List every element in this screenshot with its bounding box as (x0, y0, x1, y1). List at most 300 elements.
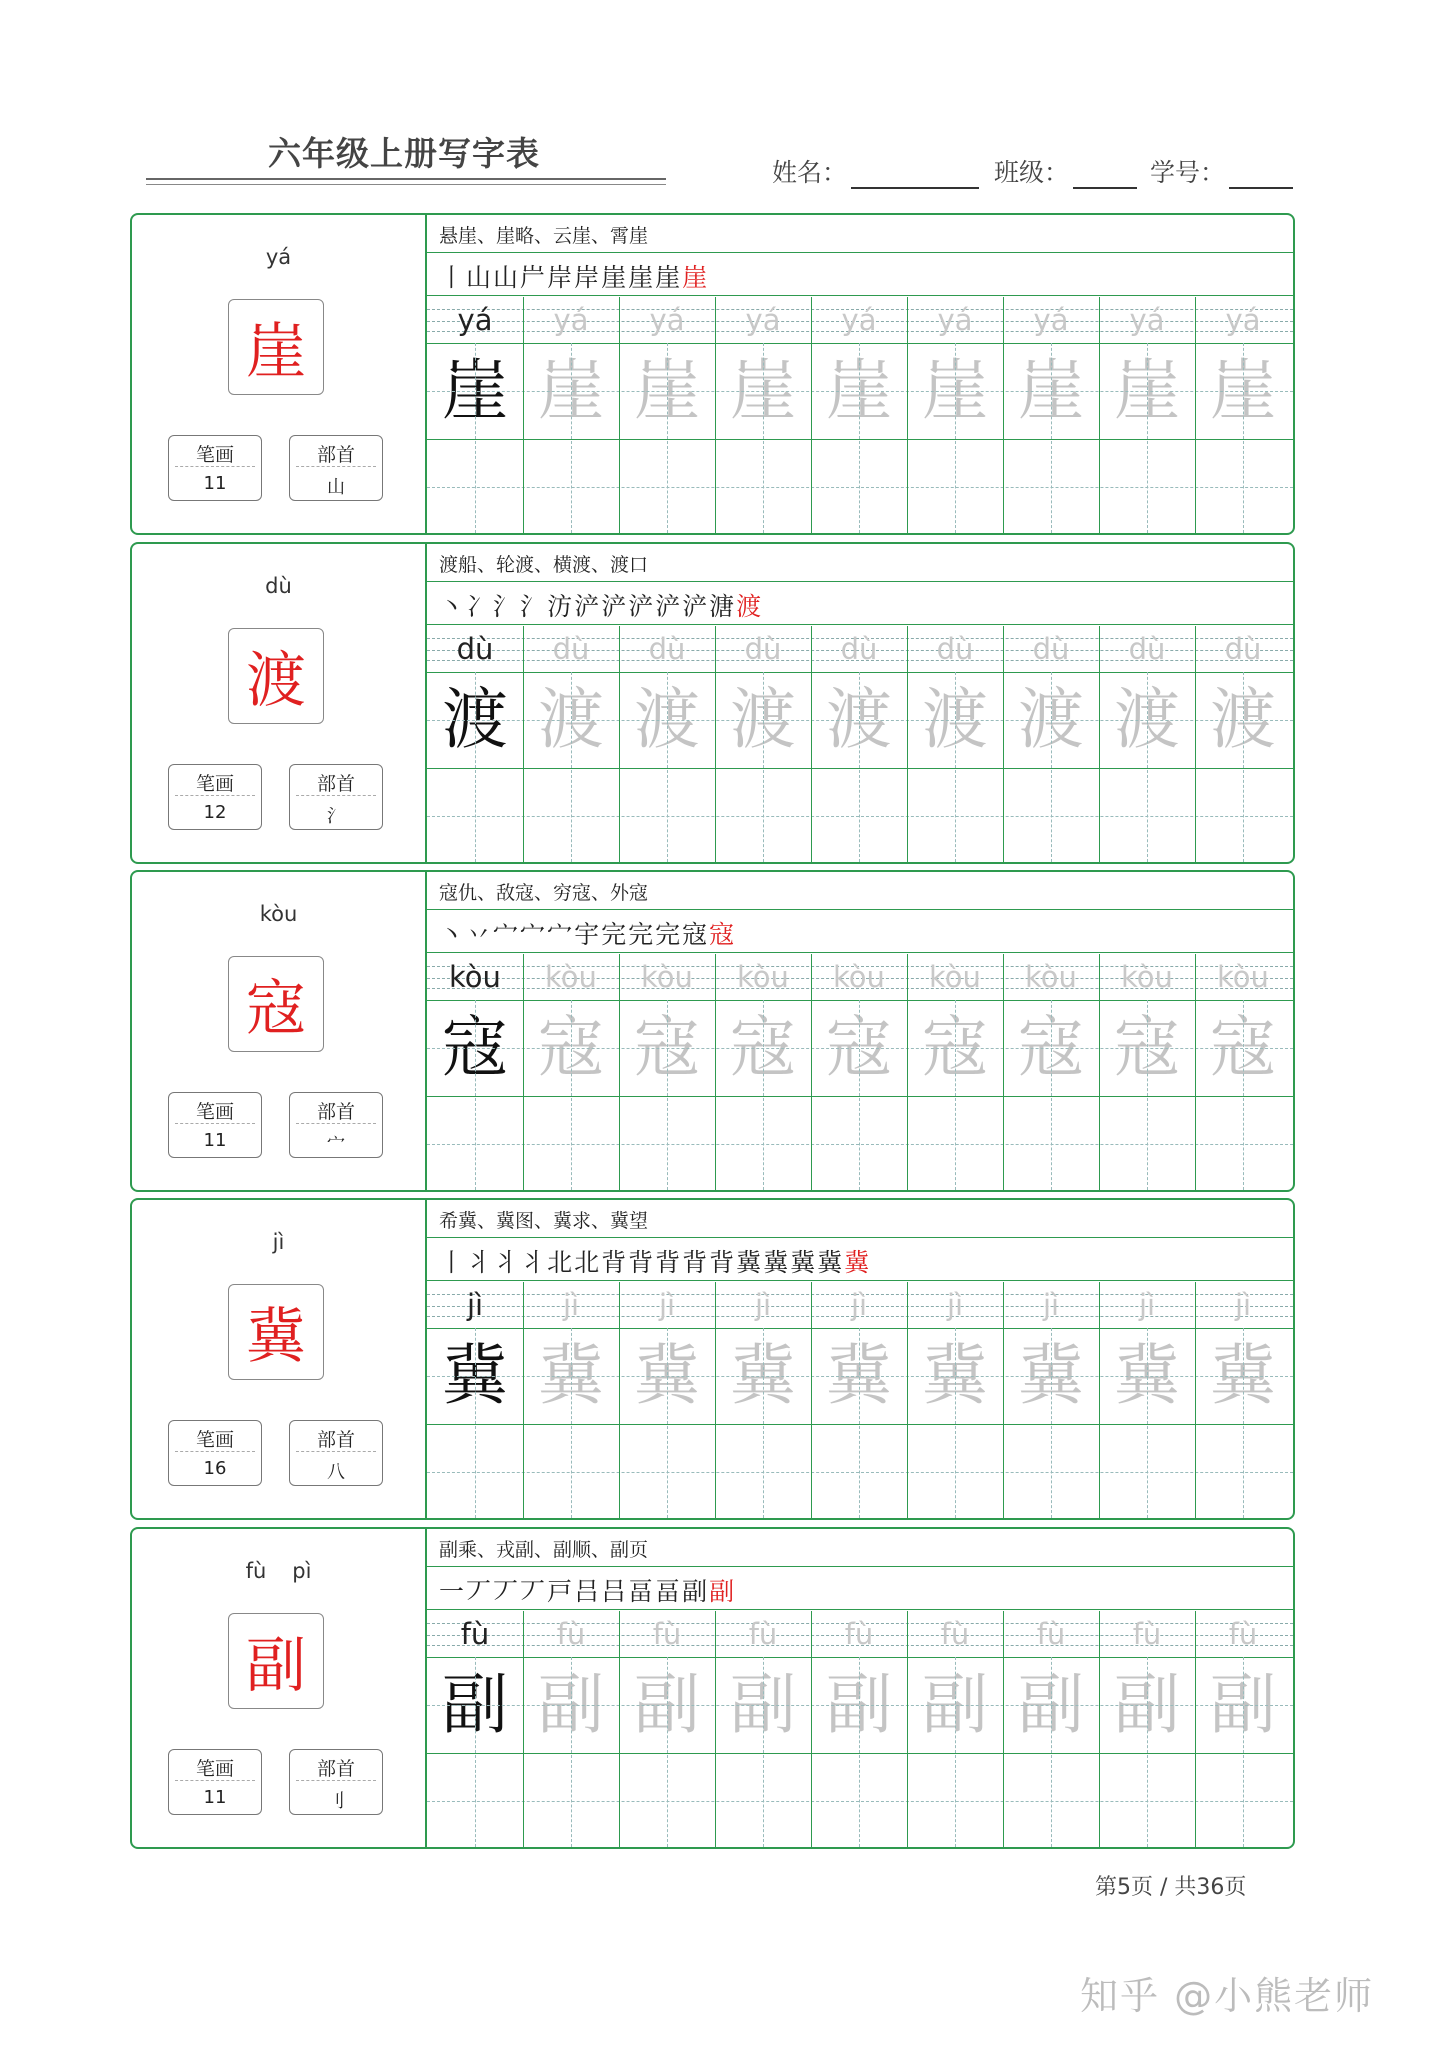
column-divider (1099, 1282, 1100, 1518)
column-divider (523, 297, 524, 533)
stroke-step: 丆 (493, 1577, 521, 1606)
character-trace[interactable]: 崖 (1018, 352, 1084, 429)
column-divider (523, 626, 524, 862)
stroke-step: 汸 (547, 592, 575, 621)
stroke-step: 丶 (439, 592, 467, 621)
class-label: 班级： (994, 158, 1070, 187)
character-trace[interactable]: 寇 (1018, 1009, 1084, 1086)
character-trace[interactable]: 冀 (1114, 1337, 1180, 1414)
pinyin-trace[interactable]: yá (553, 303, 589, 337)
stroke-step: 屵 (520, 263, 548, 292)
stroke-step: 完 (601, 920, 629, 949)
stroke-step: 宇 (574, 920, 602, 949)
pinyin-trace[interactable]: kòu (737, 960, 789, 994)
pinyin-practice-row (427, 954, 1293, 1000)
character-display-box (228, 628, 324, 724)
stroke-step: 冀 (763, 1248, 791, 1277)
column-divider (811, 297, 812, 533)
column-divider (907, 1282, 908, 1518)
character-trace[interactable]: 崖 (538, 352, 604, 429)
column-divider (1099, 1611, 1100, 1847)
stroke-count-box-value: 16 (203, 1458, 227, 1479)
character-info-panel (132, 1529, 425, 1847)
pinyin-trace[interactable]: dù (552, 632, 590, 666)
stroke-step: 冀 (817, 1248, 845, 1277)
stroke-count-box (168, 1092, 262, 1158)
character-trace[interactable]: 副 (1018, 1666, 1084, 1743)
character-sample: 寇 (442, 1009, 508, 1086)
stroke-step: 渡 (736, 592, 764, 621)
character-trace[interactable]: 冀 (730, 1337, 796, 1414)
character-trace[interactable]: 崖 (922, 352, 988, 429)
stroke-step: 冀 (844, 1248, 872, 1277)
radical-box-label: 部首 (296, 1425, 376, 1452)
character-trace[interactable]: 副 (826, 1666, 892, 1743)
radical-box-label: 部首 (296, 440, 376, 467)
radical-box (289, 1092, 383, 1158)
character-trace[interactable]: 渡 (826, 681, 892, 758)
column-divider (715, 954, 716, 1190)
character-trace[interactable]: 渡 (634, 681, 700, 758)
stroke-step: 畐 (628, 1577, 656, 1606)
radical-box (289, 764, 383, 830)
stroke-step: 冀 (790, 1248, 818, 1277)
words-divider (427, 252, 1293, 253)
pinyin-practice-row (427, 626, 1293, 672)
column-divider (1195, 297, 1196, 533)
column-divider (1195, 1611, 1196, 1847)
pinyin-trace[interactable]: kòu (1121, 960, 1173, 994)
pinyin-trace[interactable]: jì (850, 1288, 868, 1322)
practice-grid (427, 1611, 1293, 1851)
stroke-count-box-value: 11 (203, 1130, 227, 1151)
pinyin-practice-row (427, 1282, 1293, 1328)
stroke-step: 冀 (736, 1248, 764, 1277)
column-divider (523, 954, 524, 1190)
title-underline-thin (146, 184, 666, 185)
row-center-guide (427, 487, 1293, 488)
column-divider (523, 1282, 524, 1518)
pinyin-trace[interactable]: kòu (641, 960, 693, 994)
character-trace[interactable]: 副 (922, 1666, 988, 1743)
pinyin-trace[interactable]: fù (844, 1617, 874, 1651)
stroke-step: 吕 (574, 1577, 602, 1606)
id-blank[interactable] (1229, 163, 1293, 189)
pinyin-trace[interactable]: dù (936, 632, 974, 666)
example-words: 渡船、轮渡、横渡、渡口 (439, 554, 649, 576)
pinyin-trace[interactable]: dù (1128, 632, 1166, 666)
pinyin-trace[interactable]: dù (1032, 632, 1070, 666)
radical-box-value: 宀 (327, 1134, 345, 1155)
words-divider (427, 1566, 1293, 1567)
character-sample: 冀 (442, 1337, 508, 1414)
stroke-step: 丷 (466, 920, 494, 949)
pinyin-trace[interactable]: fù (1132, 1617, 1162, 1651)
stroke-step: 寇 (709, 920, 737, 949)
character-pinyin: fù pì (245, 1559, 312, 1583)
stroke-step: 副 (709, 1577, 737, 1606)
character-trace[interactable]: 冀 (922, 1337, 988, 1414)
pinyin-trace[interactable]: jì (562, 1288, 580, 1322)
column-divider (1003, 1611, 1004, 1847)
name-blank[interactable] (851, 163, 979, 189)
stroke-step: 背 (682, 1248, 710, 1277)
pinyin-trace[interactable]: kòu (1217, 960, 1269, 994)
pinyin-trace[interactable]: jì (754, 1288, 772, 1322)
pinyin-trace[interactable]: jì (1042, 1288, 1060, 1322)
radical-box (289, 1420, 383, 1486)
character-trace[interactable]: 冀 (538, 1337, 604, 1414)
strokes-divider (427, 624, 1293, 625)
pinyin-trace[interactable]: jì (658, 1288, 676, 1322)
stroke-step: 浐 (628, 592, 656, 621)
radical-box (289, 1749, 383, 1815)
pinyin-trace[interactable]: dù (840, 632, 878, 666)
radical-box-label: 部首 (296, 769, 376, 796)
pinyin-trace[interactable]: fù (556, 1617, 586, 1651)
stroke-step: 背 (709, 1248, 737, 1277)
character-glyph: 副 (246, 1631, 306, 1701)
character-pinyin-alt: pì (292, 1559, 312, 1583)
character-trace[interactable]: 寇 (826, 1009, 892, 1086)
stroke-step: 完 (655, 920, 683, 949)
character-card (130, 542, 1295, 864)
character-trace[interactable]: 渡 (1114, 681, 1180, 758)
practice-panel (427, 1200, 1293, 1518)
stroke-step: 岸 (574, 263, 602, 292)
stroke-count-box-label: 笔画 (175, 440, 255, 467)
column-divider (907, 297, 908, 533)
pinyin-trace[interactable]: jì (1138, 1288, 1156, 1322)
stroke-step: 戸 (547, 1577, 575, 1606)
pinyin-trace[interactable]: fù (652, 1617, 682, 1651)
strokes-divider (427, 295, 1293, 296)
pinyin-trace[interactable]: fù (748, 1617, 778, 1651)
radical-box-value: 刂 (327, 1791, 345, 1812)
character-trace[interactable]: 寇 (1114, 1009, 1180, 1086)
stroke-step: 畐 (655, 1577, 683, 1606)
column-divider (1003, 297, 1004, 533)
character-trace[interactable]: 渡 (730, 681, 796, 758)
name-field (772, 153, 979, 189)
character-glyph: 寇 (246, 974, 306, 1044)
id-field (1150, 153, 1293, 189)
radical-box-value: 氵 (327, 806, 345, 827)
class-field (994, 153, 1137, 189)
character-display-box (228, 299, 324, 395)
stroke-step: 副 (682, 1577, 710, 1606)
stroke-count-box-label: 笔画 (175, 1425, 255, 1452)
row-center-guide (427, 1472, 1293, 1473)
name-label: 姓名： (772, 158, 848, 187)
character-trace[interactable]: 渡 (1018, 681, 1084, 758)
character-display-box (228, 1613, 324, 1709)
column-divider (619, 1611, 620, 1847)
example-words: 希冀、冀图、冀求、冀望 (439, 1210, 649, 1232)
character-info-panel (132, 872, 425, 1190)
character-trace[interactable]: 副 (634, 1666, 700, 1743)
column-divider (907, 954, 908, 1190)
column-divider (619, 1282, 620, 1518)
character-trace[interactable]: 寇 (922, 1009, 988, 1086)
column-divider (619, 297, 620, 533)
radical-box (289, 435, 383, 501)
stroke-step: 崖 (682, 263, 710, 292)
stroke-step: 岸 (547, 263, 575, 292)
id-label: 学号： (1150, 158, 1226, 187)
pinyin-trace[interactable]: fù (1036, 1617, 1066, 1651)
column-divider (523, 1611, 524, 1847)
character-trace[interactable]: 崖 (730, 352, 796, 429)
column-divider (619, 626, 620, 862)
character-trace[interactable]: 冀 (634, 1337, 700, 1414)
character-row-divider (427, 1424, 1293, 1425)
practice-panel (427, 544, 1293, 862)
row-center-guide (427, 1144, 1293, 1145)
stroke-count-box-label: 笔画 (175, 1754, 255, 1781)
column-divider (1099, 626, 1100, 862)
stroke-count-box (168, 435, 262, 501)
stroke-step: 溏 (709, 592, 737, 621)
character-trace[interactable]: 冀 (826, 1337, 892, 1414)
column-divider (1003, 954, 1004, 1190)
character-display-box (228, 956, 324, 1052)
pinyin-trace[interactable]: yá (937, 303, 973, 337)
character-trace[interactable]: 副 (1210, 1666, 1276, 1743)
pinyin-sample: dù (456, 632, 494, 666)
row-center-guide (427, 720, 1293, 721)
character-info-panel (132, 544, 425, 862)
column-divider (1003, 626, 1004, 862)
practice-panel (427, 1529, 1293, 1847)
column-divider (1099, 954, 1100, 1190)
stroke-step: 完 (628, 920, 656, 949)
practice-panel (427, 872, 1293, 1190)
example-words: 寇仇、敌寇、穷寇、外寇 (439, 882, 649, 904)
stroke-step: 崖 (655, 263, 683, 292)
stroke-step: 丨 (439, 263, 467, 292)
pinyin-sample: kòu (449, 960, 501, 994)
radical-box-label: 部首 (296, 1754, 376, 1781)
pinyin-trace[interactable]: kòu (929, 960, 981, 994)
stroke-step: 丨 (439, 1248, 467, 1277)
stroke-step: 丆 (466, 1577, 494, 1606)
stroke-step: 背 (601, 1248, 629, 1277)
pinyin-sample: fù (460, 1617, 490, 1651)
character-trace[interactable]: 渡 (1210, 681, 1276, 758)
words-divider (427, 581, 1293, 582)
pinyin-trace[interactable]: yá (1225, 303, 1261, 337)
column-divider (619, 954, 620, 1190)
character-trace[interactable]: 冀 (1210, 1337, 1276, 1414)
character-trace[interactable]: 寇 (1210, 1009, 1276, 1086)
character-sample: 副 (442, 1666, 508, 1743)
stroke-count-box-label: 笔画 (175, 769, 255, 796)
column-divider (1003, 1282, 1004, 1518)
stroke-step: 宀 (547, 920, 575, 949)
character-trace[interactable]: 崖 (1114, 352, 1180, 429)
pinyin-practice-row (427, 297, 1293, 343)
stroke-count-box-value: 12 (203, 802, 227, 823)
character-info-panel (132, 1200, 425, 1518)
character-card (130, 1198, 1295, 1520)
strokes-divider (427, 1609, 1293, 1610)
title-underline (146, 178, 666, 180)
pinyin-trace[interactable]: fù (940, 1617, 970, 1651)
pinyin-trace[interactable]: jì (946, 1288, 964, 1322)
character-row-divider (427, 1753, 1293, 1754)
character-trace[interactable]: 崖 (634, 352, 700, 429)
stroke-order-sequence (439, 915, 736, 951)
stroke-count-box (168, 764, 262, 830)
character-trace[interactable]: 崖 (826, 352, 892, 429)
radical-box-label: 部首 (296, 1097, 376, 1124)
pinyin-trace[interactable]: kòu (545, 960, 597, 994)
column-divider (1195, 1282, 1196, 1518)
stroke-step: 背 (628, 1248, 656, 1277)
pinyin-sample: yá (457, 303, 493, 337)
character-trace[interactable]: 寇 (538, 1009, 604, 1086)
strokes-divider (427, 952, 1293, 953)
pinyin-trace[interactable]: fù (1228, 1617, 1258, 1651)
stroke-step: 浐 (574, 592, 602, 621)
character-card (130, 870, 1295, 1192)
stroke-count-box-value: 11 (203, 473, 227, 494)
stroke-step: 宀 (493, 920, 521, 949)
stroke-step: 氵 (493, 592, 521, 621)
column-divider (811, 1611, 812, 1847)
character-row-divider (427, 768, 1293, 769)
stroke-step: 北 (574, 1248, 602, 1277)
character-pinyin: dù (265, 574, 292, 598)
stroke-step: 山 (493, 263, 521, 292)
stroke-step: 吕 (601, 1577, 629, 1606)
character-trace[interactable]: 寇 (730, 1009, 796, 1086)
watermark: 知乎 @小熊老师 (1080, 1974, 1375, 2018)
pinyin-trace[interactable]: dù (744, 632, 782, 666)
character-sample: 崖 (442, 352, 508, 429)
column-divider (715, 1611, 716, 1847)
example-words: 悬崖、崖略、云崖、霄崖 (439, 225, 649, 247)
column-divider (1099, 297, 1100, 533)
stroke-order-sequence (439, 587, 763, 623)
column-divider (715, 297, 716, 533)
practice-grid (427, 626, 1293, 866)
stroke-step: 丆 (520, 1577, 548, 1606)
stroke-count-box-value: 11 (203, 1787, 227, 1808)
character-info-panel (132, 215, 425, 533)
pinyin-practice-row (427, 1611, 1293, 1657)
character-glyph: 崖 (246, 317, 306, 387)
stroke-step: 丬 (520, 1248, 548, 1277)
column-divider (1195, 626, 1196, 862)
column-divider (811, 1282, 812, 1518)
words-divider (427, 909, 1293, 910)
class-blank[interactable] (1073, 163, 1137, 189)
column-divider (811, 626, 812, 862)
pinyin-trace[interactable]: kòu (1025, 960, 1077, 994)
stroke-step: 一 (439, 1577, 467, 1606)
character-trace[interactable]: 冀 (1018, 1337, 1084, 1414)
words-divider (427, 1237, 1293, 1238)
radical-box-value: 山 (327, 477, 345, 498)
character-trace[interactable]: 渡 (538, 681, 604, 758)
character-trace[interactable]: 副 (730, 1666, 796, 1743)
column-divider (907, 626, 908, 862)
example-words: 副乘、戎副、副顺、副页 (439, 1539, 649, 1561)
character-sample: 渡 (442, 681, 508, 758)
row-center-guide (427, 1376, 1293, 1377)
character-trace[interactable]: 副 (1114, 1666, 1180, 1743)
row-center-guide (427, 1705, 1293, 1706)
character-trace[interactable]: 崖 (1210, 352, 1276, 429)
column-divider (1195, 954, 1196, 1190)
stroke-count-box (168, 1749, 262, 1815)
character-trace[interactable]: 寇 (634, 1009, 700, 1086)
stroke-step: 崖 (601, 263, 629, 292)
pinyin-trace[interactable]: yá (1129, 303, 1165, 337)
stroke-step: 宀 (520, 920, 548, 949)
character-trace[interactable]: 副 (538, 1666, 604, 1743)
stroke-step: 山 (466, 263, 494, 292)
character-card (130, 1527, 1295, 1849)
stroke-step: 丬 (493, 1248, 521, 1277)
stroke-step: 丶 (439, 920, 467, 949)
pinyin-trace[interactable]: kòu (833, 960, 885, 994)
stroke-step: 冫 (466, 592, 494, 621)
stroke-step: 北 (547, 1248, 575, 1277)
character-glyph: 冀 (246, 1302, 306, 1372)
character-display-box (228, 1284, 324, 1380)
stroke-count-box (168, 1420, 262, 1486)
worksheet-title: 六年级上册写字表 (268, 134, 540, 173)
stroke-step: 背 (655, 1248, 683, 1277)
column-divider (811, 954, 812, 1190)
stroke-step: 浐 (655, 592, 683, 621)
row-center-guide (427, 1048, 1293, 1049)
pinyin-trace[interactable]: yá (1033, 303, 1069, 337)
pinyin-trace[interactable]: dù (648, 632, 686, 666)
pinyin-sample: jì (466, 1288, 484, 1322)
character-card (130, 213, 1295, 535)
stroke-step: 丬 (466, 1248, 494, 1277)
row-center-guide (427, 391, 1293, 392)
stroke-step: 崖 (628, 263, 656, 292)
pinyin-trace[interactable]: jì (1234, 1288, 1252, 1322)
character-pinyin: kòu (259, 902, 298, 926)
character-glyph: 渡 (246, 646, 306, 716)
pinyin-trace[interactable]: yá (745, 303, 781, 337)
character-trace[interactable]: 渡 (922, 681, 988, 758)
character-row-divider (427, 439, 1293, 440)
practice-grid (427, 954, 1293, 1194)
character-pinyin: jì (272, 1230, 285, 1254)
character-pinyin: yá (265, 245, 292, 269)
practice-panel (427, 215, 1293, 533)
character-row-divider (427, 1096, 1293, 1097)
stroke-step: 浐 (601, 592, 629, 621)
row-center-guide (427, 816, 1293, 817)
stroke-count-box-label: 笔画 (175, 1097, 255, 1124)
column-divider (907, 1611, 908, 1847)
column-divider (715, 1282, 716, 1518)
practice-grid (427, 1282, 1293, 1522)
pinyin-trace[interactable]: dù (1224, 632, 1262, 666)
pinyin-trace[interactable]: yá (841, 303, 877, 337)
row-center-guide (427, 1801, 1293, 1802)
pinyin-trace[interactable]: yá (649, 303, 685, 337)
worksheet-header (0, 0, 1440, 210)
